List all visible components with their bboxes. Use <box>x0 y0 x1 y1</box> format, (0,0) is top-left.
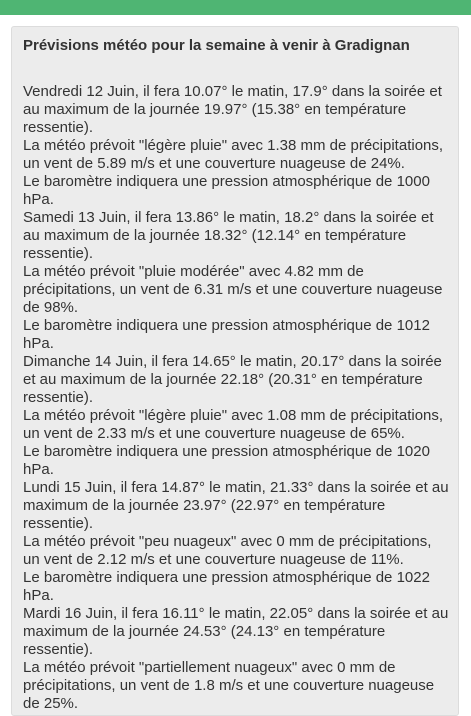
forecast-paragraph: Vendredi 12 Juin, il fera 10.07° le matin, 17.9° dans la soirée et au maximum de la journée 19.97° (15.38° en température ressentie). <box>23 83 442 136</box>
forecast-paragraph: La météo prévoit "légère pluie" avec 1.08 mm de précipitations, un vent de 2.33 m/s et une couverture nuageuse de 65%. <box>23 407 444 442</box>
forecast-paragraph: Le baromètre indiquera une pression atmosphérique de 1022 hPa. <box>23 569 430 604</box>
forecast-paragraph: Le baromètre indiquera une pression atmosphérique de 1020 hPa. <box>23 443 430 478</box>
forecast-paragraph: La météo prévoit "partiellement nuageux" avec 0 mm de précipitations, un vent de 1.8 m/s et une couverture nuageuse de 25%. <box>23 659 435 712</box>
forecast-paragraph: La météo prévoit "peu nuageux" avec 0 mm de précipitations, un vent de 2.12 m/s et une couverture nuageuse de 11%. <box>23 533 432 568</box>
top-header-bar <box>0 0 471 15</box>
forecast-paragraph: La météo prévoit "pluie modérée" avec 4.82 mm de précipitations, un vent de 6.31 m/s et une couverture nuageuse de 98%. <box>23 263 443 316</box>
card-title: Prévisions météo pour la semaine à venir à Gradignan <box>23 37 410 54</box>
forecast-paragraph: Le baromètre indiquera une pression atmosphérique de 1012 hPa. <box>23 317 430 352</box>
forecast-paragraph: Lundi 15 Juin, il fera 14.87° le matin, 21.33° dans la soirée et au maximum de la journée 23.97° (22.97° en température ressentie). <box>23 479 449 532</box>
forecast-paragraph: Le baromètre indiquera une pression atmosphérique de 1000 hPa. <box>23 173 430 208</box>
forecast-paragraph: Dimanche 14 Juin, il fera 14.65° le matin, 20.17° dans la soirée et au maximum de la journée 22.18° (20.31° en température ressentie). <box>23 353 442 406</box>
page-content <box>0 15 471 712</box>
forecast-text <box>12 83 458 713</box>
forecast-paragraph: Mardi 16 Juin, il fera 16.11° le matin, 22.05° dans la soirée et au maximum de la journée 24.53° (24.13° en température ressentie). <box>23 605 449 658</box>
weather-forecast-card <box>11 26 459 716</box>
forecast-paragraph: Samedi 13 Juin, il fera 13.86° le matin, 18.2° dans la soirée et au maximum de la journée 18.32° (12.14° en température ressentie). <box>23 209 434 262</box>
forecast-paragraph: La météo prévoit "légère pluie" avec 1.38 mm de précipitations, un vent de 5.89 m/s et une couverture nuageuse de 24%. <box>23 137 444 172</box>
